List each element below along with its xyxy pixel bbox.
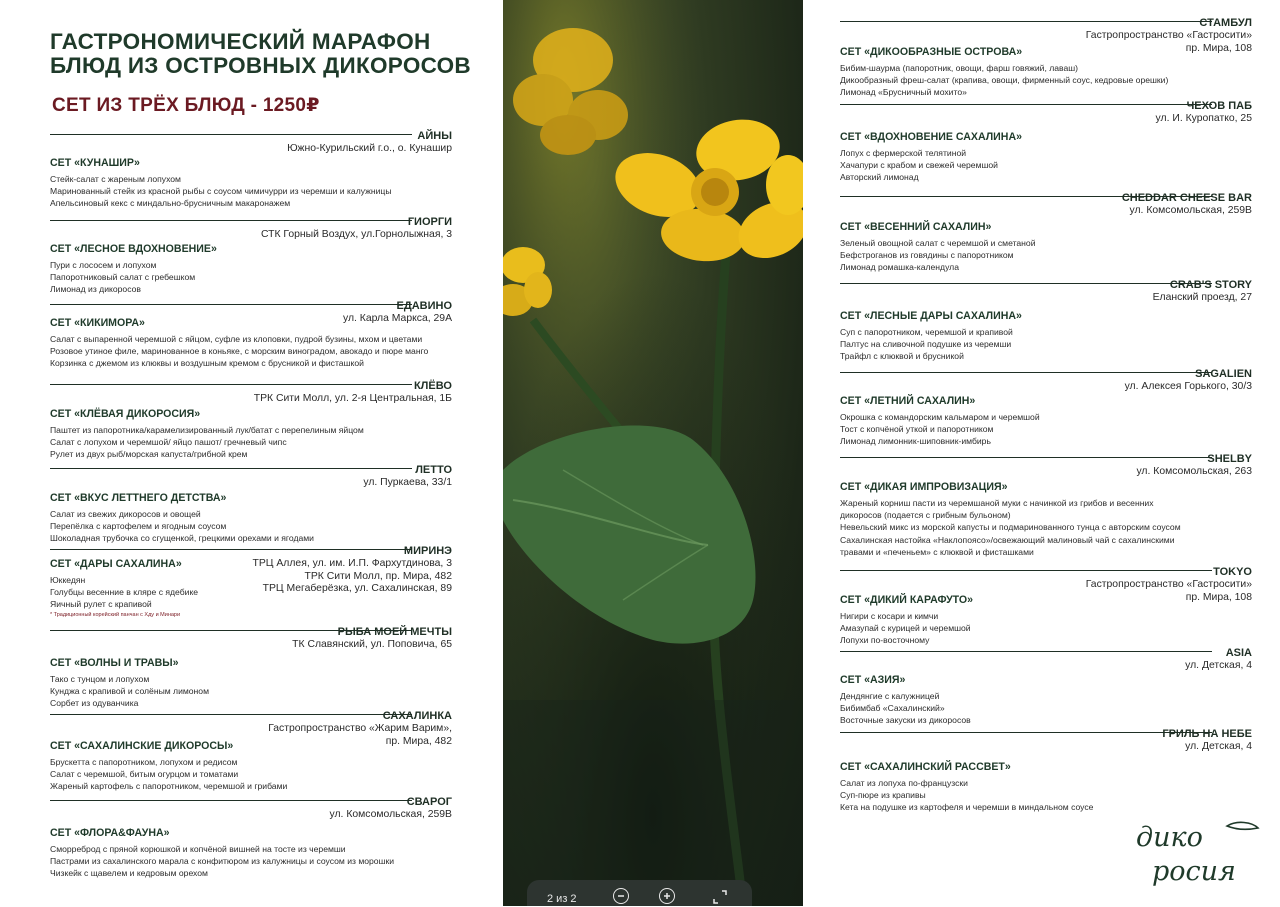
venue-address: Еланский проезд, 27: [1152, 292, 1252, 303]
venue-name: ЧЕХОВ ПАБ: [1186, 100, 1252, 112]
venue-name: КЛЁВО: [413, 380, 452, 392]
venue-address: Гастропространство «Гастросити»: [1085, 30, 1252, 41]
dish-item: Рулет из двух рыб/морская капуста/грибной крем: [50, 449, 248, 460]
dish-item: Трайфл с клюквой и брусникой: [840, 351, 964, 362]
venue-divider: [840, 732, 1212, 733]
dish-item: Розовое утиное филе, маринованное в коньяке, с морским виноградом, авокадо и пюре манго: [50, 346, 429, 357]
venue-divider: [50, 384, 412, 385]
set-name: СЕТ «АЗИЯ»: [840, 674, 906, 686]
dish-list: [840, 411, 1040, 448]
dish-item: Чизкейк с щавелем и кедровым орехом: [50, 868, 208, 879]
dish-item: Зеленый овощной салат с черемшой и сметаной: [840, 238, 1036, 248]
dish-item: Лимонад «Брусничный мохито»: [840, 87, 967, 98]
venue-name: ЕДАВИНО: [396, 300, 452, 312]
venue-divider: [50, 549, 412, 550]
dish-item: Кета на подушке из картофеля и черемши в миндальном соусе: [840, 802, 1094, 813]
venue-address: пр. Мира, 482: [385, 735, 452, 747]
set-name: СЕТ «ВДОХНОВЕНИЕ САХАЛИНА»: [840, 131, 1022, 143]
venue-divider: [840, 283, 1212, 284]
dish-item: Пастрами из сахалинского марала с конфитюром из калужницы и соусом из морошки: [50, 856, 395, 867]
dish-list: [840, 610, 971, 647]
dish-item: Пури с лососем и лопухом: [50, 260, 157, 270]
dish-item: Шоколадная трубочка со сгущенкой, грецкими орехами и ягодами: [50, 533, 314, 544]
dish-item: Корзинка с джемом из клюквы и воздушным кремом с брусникой и фисташкой: [50, 358, 364, 369]
set-name: СЕТ «ЛЕСНОЕ ВДОХНОВЕНИЕ»: [50, 243, 217, 255]
dish-item: Лопухи по-восточному: [840, 635, 930, 646]
fullscreen-icon[interactable]: [713, 890, 727, 907]
venue-address: ул. Карла Маркса, 29А: [342, 313, 452, 324]
dish-item: Бибимбаб «Сахалинский»: [840, 703, 945, 714]
venue-name: СТАМБУЛ: [1199, 17, 1252, 29]
dish-item: Сморреброд с пряной корюшкой и копчёной вишней на тосте из черемши: [50, 844, 346, 854]
dish-item: Лопух с фермерской телятиной: [840, 148, 967, 158]
dish-item: Восточные закуски из дикоросов: [840, 715, 971, 726]
dish-item: Салат из лопуха по-французски: [840, 778, 968, 788]
dish-item: Дикообразный фреш-салат (крапива, овощи, фирменный соус, кедровые орешки): [840, 75, 1169, 86]
venue-divider: [50, 714, 412, 715]
venue-name: ГИОРГИ: [407, 216, 452, 228]
menu-title-line1: ГАСТРОНОМИЧЕСКИЙ МАРАФОН: [50, 29, 431, 54]
logo-line1: дико: [1136, 822, 1203, 853]
dish-item: травами и «печеньем» с клюквой и фисташками: [840, 546, 1034, 557]
dish-item: Маринованный стейк из красной рыбы с соусом чимичурри из черемши и калужницы: [50, 186, 392, 197]
dish-item: Лимонад лимонник-шиповник-имбирь: [840, 436, 991, 447]
venue-divider: [840, 570, 1212, 571]
set-name: СЕТ «ВЕСЕННИЙ САХАЛИН»: [840, 221, 992, 233]
flower-illustration: [503, 0, 803, 906]
venue-divider: [840, 104, 1212, 105]
set-name: СЕТ «ВКУС ЛЕТТНЕГО ДЕТСТВА»: [50, 492, 227, 504]
venue-divider: [50, 468, 412, 469]
venue-divider: [50, 304, 412, 305]
dish-item: Суп-пюре из крапивы: [840, 790, 926, 801]
pdf-viewer-toolbar: [527, 880, 752, 906]
venue-address: ТРК Сити Молл, пр. Мира, 482: [304, 570, 452, 582]
venue-name: АЙНЫ: [417, 130, 452, 142]
venue-name: CRAB'S STORY: [1169, 279, 1252, 291]
venue-divider: [840, 21, 1212, 22]
venue-divider: [840, 651, 1212, 652]
dish-list: [50, 508, 314, 545]
dish-item: Бефстроганов из говядины с папоротником: [840, 250, 1014, 261]
dish-item: Тост с копчёной уткой и папоротником: [840, 424, 994, 435]
set-name: СЕТ «ЛЕТНИЙ САХАЛИН»: [840, 395, 976, 407]
dish-list: [50, 173, 392, 210]
dish-list: [840, 497, 1181, 558]
venue-address: Южно-Курильский г.о., о. Кунашир: [287, 143, 452, 154]
dish-list: [50, 574, 198, 611]
venue-name: ГРИЛЬ НА НЕБЕ: [1162, 728, 1252, 740]
dish-item: Жареный корниш пасти из черемшаной муки с начинкой из грибов и весенних: [840, 498, 1154, 508]
venue-name: ASIA: [1225, 647, 1252, 659]
dish-item: Голубцы весенние в кляре с ядебике: [50, 587, 199, 598]
venue-divider: [840, 372, 1212, 373]
logo-line2: росия: [1152, 856, 1236, 887]
venue-name: CHEDDAR CHEESE BAR: [1121, 192, 1252, 204]
set-name: СЕТ «САХАЛИНСКИЕ ДИКОРОСЫ»: [50, 740, 234, 752]
marsh-marigold-photo: [503, 0, 803, 906]
dish-item: Авторский лимонад: [840, 172, 919, 183]
dish-item: Сорбет из одуванчика: [50, 698, 139, 709]
venue-address: Гастропространство «Гастросити»: [1085, 579, 1252, 590]
dish-item: Хачапури с крабом и свежей черемшой: [840, 160, 998, 171]
venue-address: ул. Детская, 4: [1185, 660, 1252, 671]
venue-name: TOKYO: [1213, 566, 1252, 578]
zoom-in-icon[interactable]: [659, 888, 675, 904]
venue-name: РЫБА МОЕЙ МЕЧТЫ: [337, 626, 452, 638]
set-name: СЕТ «САХАЛИНСКИЙ РАССВЕТ»: [840, 761, 1011, 773]
dish-item: Амазупай с курицей и черемшой: [840, 623, 971, 634]
venue-name: SAGALIEN: [1195, 368, 1252, 380]
venue-address: ул. Алексея Горького, 30/3: [1124, 381, 1252, 392]
set-name: СЕТ «КЛЁВАЯ ДИКОРОСИЯ»: [50, 408, 201, 420]
dish-item: дикоросов (подается с грибным бульоном): [840, 510, 1011, 521]
dish-item: Бибим-шаурма (папоротник, овощи, фарш говяжий, лаваш): [840, 63, 1079, 73]
dish-item: Брускетта с папоротником, лопухом и редисом: [50, 757, 238, 767]
venue-address: ул. Комсомольская, 259В: [1129, 205, 1252, 216]
dish-item: Салат из свежих дикоросов и овощей: [50, 509, 201, 519]
venue-address: ул. Пуркаева, 33/1: [363, 477, 452, 488]
venue-divider: [840, 457, 1212, 458]
dish-item: Кунджа с крапивой и солёным лимоном: [50, 686, 209, 697]
dish-note: * Традиционный корейский панчан с Хду и Минари: [50, 611, 181, 618]
menu-title-line2: БЛЮД ИЗ ОСТРОВНЫХ ДИКОРОСОВ: [50, 53, 471, 78]
venue-address: ул. Комсомольская, 263: [1136, 466, 1252, 477]
dish-list: [840, 777, 1093, 814]
set-name: СЕТ «ФЛОРА&ФАУНА»: [50, 827, 170, 839]
dish-item: Стейк-салат с жареным лопухом: [50, 174, 181, 184]
dish-item: Яичный рулет с крапивой: [50, 599, 152, 610]
dish-list: [840, 690, 971, 727]
set-name: СЕТ «КИКИМОРА»: [50, 317, 145, 329]
dish-item: Папоротниковый салат с гребешком: [50, 272, 196, 283]
set-name: СЕТ «ДИКИЙ КАРАФУТО»: [840, 594, 974, 606]
venue-address: Гастропространство «Жарим Варим»,: [268, 723, 452, 734]
dish-list: [50, 756, 287, 793]
venue-address: ул. И. Куропатко, 25: [1155, 113, 1252, 124]
dish-item: Салат с выпаренной черемшой с яйцом, суфле из клоповки, пудрой бузины, мхом и цветами: [50, 334, 423, 344]
venue-address: СТК Горный Воздух, ул.Горнолыжная, 3: [260, 229, 452, 240]
page-indicator: 2 из 2: [547, 893, 577, 905]
venue-name: МИРИНЭ: [403, 545, 452, 557]
dish-list: [840, 147, 998, 184]
venue-name: САХАЛИНКА: [382, 710, 452, 722]
dish-list: [840, 326, 1013, 363]
dish-item: Палтус на сливочной подушке из черемши: [840, 339, 1012, 350]
dish-item: Паштет из папоротника/карамелизированный лук/батат с перепелиным яйцом: [50, 425, 364, 435]
venue-name: СВАРОГ: [406, 796, 452, 808]
dish-item: Жареный картофель с папоротником, черемшой и грибами: [50, 781, 288, 792]
dish-list: [50, 673, 209, 710]
set-name: СЕТ «ДИКООБРАЗНЫЕ ОСТРОВА»: [840, 46, 1023, 58]
set-name: СЕТ «ДИКАЯ ИМПРОВИЗАЦИЯ»: [840, 481, 1008, 493]
set-price: СЕТ ИЗ ТРЁХ БЛЮД - 1250₽: [52, 95, 320, 116]
dish-list: [50, 259, 195, 296]
venue-name: SHELBY: [1207, 453, 1252, 465]
venue-address: ТК Славянский, ул. Поповича, 65: [292, 639, 452, 650]
venue-address: ТРЦ Аллея, ул. им. И.П. Фархутдинова, 3: [252, 558, 452, 569]
dikorosia-logo: [1132, 818, 1260, 888]
venue-address: ул. Комсомольская, 259В: [329, 809, 452, 820]
venue-divider: [50, 800, 412, 801]
dish-item: Перепёлка с картофелем и ягодным соусом: [50, 521, 227, 532]
venue-address: ТРК Сити Молл, ул. 2-я Центральная, 1Б: [253, 393, 452, 404]
dish-list: [840, 62, 1168, 99]
venue-divider: [50, 134, 412, 135]
dish-item: Окрошка с командорским кальмаром и черемшой: [840, 412, 1040, 422]
dish-item: Невельский микс из морской капусты и подмаринованного тунца с авторским соусом: [840, 522, 1181, 533]
venue-address: пр. Мира, 108: [1185, 42, 1252, 54]
dish-list: [50, 333, 428, 370]
venue-address: ТРЦ Мегаберёзка, ул. Сахалинская, 89: [262, 583, 452, 594]
dish-list: [840, 237, 1036, 274]
set-name: СЕТ «ДАРЫ САХАЛИНА»: [50, 558, 182, 570]
venue-name: ЛЕТТО: [415, 464, 452, 476]
zoom-out-icon[interactable]: [613, 888, 629, 904]
set-name: СЕТ «КУНАШИР»: [50, 157, 140, 169]
dish-item: Нигири с косари и кимчи: [840, 611, 939, 621]
dish-item: Салат с лопухом и черемшой/ яйцо пашот/ гречневый чипс: [50, 437, 287, 448]
dish-item: Лимонад из дикоросов: [50, 284, 141, 295]
dish-item: Лимонад ромашка-календула: [840, 262, 959, 273]
dish-item: Тако с тунцом и лопухом: [50, 674, 150, 684]
dish-list: [50, 424, 364, 461]
menu-title: [50, 30, 471, 78]
dish-item: Салат с черемшой, битым огурцом и томатами: [50, 769, 239, 780]
dish-item: Дендянгие с калужницей: [840, 691, 940, 701]
dish-item: Суп с папоротником, черемшой и крапивой: [840, 327, 1013, 337]
dish-list: [50, 843, 394, 880]
venue-divider: [50, 220, 412, 221]
dish-item: Апельсиновый кекс с миндально-брусничным макаронажем: [50, 198, 291, 209]
dish-item: Сахалинская настойка «Наклопоясо»/освежающий малиновый чай с сахалинскими: [840, 534, 1175, 545]
set-name: СЕТ «ЛЕСНЫЕ ДАРЫ САХАЛИНА»: [840, 310, 1022, 322]
set-name: СЕТ «ВОЛНЫ И ТРАВЫ»: [50, 657, 179, 669]
dish-item: Юккедян: [50, 575, 86, 585]
venue-address: ул. Детская, 4: [1185, 741, 1252, 752]
venue-address: пр. Мира, 108: [1185, 591, 1252, 603]
